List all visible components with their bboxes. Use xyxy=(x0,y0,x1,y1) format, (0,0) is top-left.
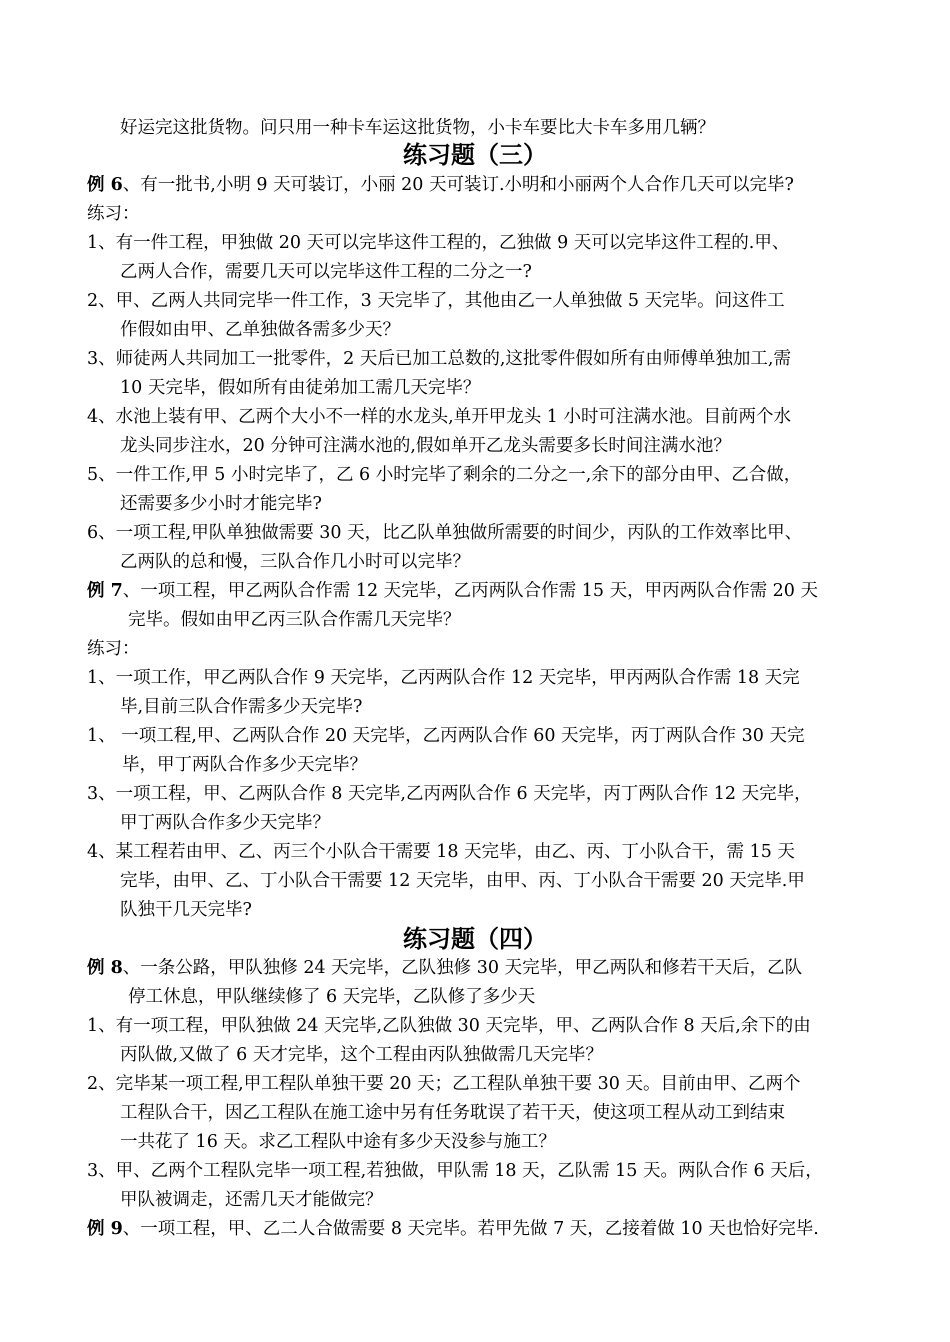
problem-line: 5、一件工作,甲 5 小时完毕了，乙 6 小时完毕了剩余的二分之一,余下的部分由甲、乙合做， xyxy=(87,465,802,485)
problem-line: 1、 一项工程,甲、乙两队合作 20 天完毕，乙丙两队合作 60 天完毕，丙丁两队合作 30 天完 xyxy=(87,726,805,746)
practice-label: 练习： xyxy=(87,204,140,224)
section-heading-3: 练习题（三） xyxy=(403,140,547,169)
example-label: 例 6 xyxy=(87,175,123,195)
problem-line: 完毕，由甲、乙、丁小队合干需要 12 天完毕，由甲、丙、丁小队合干需要 20 天完毕.甲 xyxy=(120,871,805,891)
example-9: 例 9、一项工程，甲、乙二人合做需要 8 天完毕。若甲先做 7 天，乙接着做 10 天也恰好完毕. xyxy=(87,1219,819,1239)
problem-line: 2、甲、乙两人共同完毕一件工作，3 天完毕了，其他由乙一人单独做 5 天完毕。问这件工 xyxy=(87,291,785,311)
problem-line: 甲丁两队合作多少天完毕？ xyxy=(120,813,330,833)
example-6: 例 6、有一批书,小明 9 天可装订，小丽 20 天可装订.小明和小丽两个人合作几天可以完毕? xyxy=(87,175,794,195)
problem-line: 4、水池上装有甲、乙两个大小不一样的水龙头,单开甲龙头 1 小时可注满水池。目前两个水 xyxy=(87,407,791,427)
example-label: 例 8 xyxy=(87,958,123,978)
example-label: 例 9 xyxy=(87,1219,123,1239)
continuation-line: 好运完这批货物。问只用一种卡车运这批货物，小卡车要比大卡车多用几辆？ xyxy=(120,118,715,138)
example-8: 例 8、一条公路，甲队独修 24 天完毕，乙队独修 30 天完毕，甲乙两队和修若干天后，乙队 xyxy=(87,958,803,978)
problem-line: 工程队合干，因乙工程队在施工途中另有任务耽误了若干天，使这项工程从动工到结束 xyxy=(120,1103,785,1123)
problem-line: 6、一项工程,甲队单独做需要 30 天，比乙队单独做所需要的时间少，丙队的工作效率比甲、 xyxy=(87,523,803,543)
problem-line: 3、甲、乙两个工程队完毕一项工程,若独做，甲队需 18 天，乙队需 15 天。两队合作 6 天后， xyxy=(87,1161,823,1181)
problem-line: 3、一项工程，甲、乙两队合作 8 天完毕,乙丙两队合作 6 天完毕，丙丁两队合作 12 天完毕， xyxy=(87,784,812,804)
problem-line: 一共花了 16 天。求乙工程队中途有多少天没参与施工？ xyxy=(120,1132,556,1152)
example-7: 例 7、一项工程，甲乙两队合作需 12 天完毕，乙丙两队合作需 15 天，甲丙两队合作需 20 天 xyxy=(87,581,818,601)
example-7-cont: 完毕。假如由甲乙丙三队合作需几天完毕？ xyxy=(128,610,461,630)
problem-line: 队独干几天完毕? xyxy=(120,900,252,920)
problem-line: 还需要多少小时才能完毕? xyxy=(120,494,322,514)
problem-line: 毕,目前三队合作需多少天完毕? xyxy=(120,697,363,717)
section-heading-4: 练习题（四） xyxy=(403,924,547,953)
problem-line: 3、师徒两人共同加工一批零件，2 天后已加工总数的,这批零件假如所有由师傅单独加工,需 xyxy=(87,349,791,369)
example-label: 例 7 xyxy=(87,581,123,601)
example-8-cont: 停工休息，甲队继续修了 6 天完毕，乙队修了多少天 xyxy=(128,987,536,1007)
practice-label: 练习： xyxy=(87,639,140,659)
problem-line: 甲队被调走，还需几天才能做完？ xyxy=(120,1190,383,1210)
problem-line: 1、有一项工程，甲队独做 24 天完毕,乙队独做 30 天完毕，甲、乙两队合作 8 天后,余下的由 xyxy=(87,1016,811,1036)
problem-line: 1、一项工作，甲乙两队合作 9 天完毕，乙丙两队合作 12 天完毕，甲丙两队合作需 18 天完 xyxy=(87,668,800,688)
problem-line: 乙两队的总和慢，三队合作几小时可以完毕？ xyxy=(120,552,470,572)
problem-line: 2、完毕某一项工程,甲工程队单独干要 20 天；乙工程队单独干要 30 天。目前由甲、乙两个 xyxy=(87,1074,801,1094)
problem-line: 毕，甲丁两队合作多少天完毕？ xyxy=(122,755,367,775)
problem-line: 龙头同步注水，20 分钟可注满水池的,假如单开乙龙头需要多长时间注满水池？ xyxy=(120,436,731,456)
problem-line: 丙队做,又做了 6 天才完毕，这个工程由丙队独做需几天完毕？ xyxy=(120,1045,603,1065)
problem-line: 10 天完毕，假如所有由徒弟加工需几天完毕？ xyxy=(120,378,481,398)
problem-line: 乙两人合作，需要几天可以完毕这件工程的二分之一? xyxy=(120,262,532,282)
problem-line: 1、有一件工程，甲独做 20 天可以完毕这件工程的，乙独做 9 天可以完毕这件工程的.甲、 xyxy=(87,233,790,253)
problem-line: 4、某工程若由甲、乙、丙三个小队合干需要 18 天完毕，由乙、丙、丁小队合干，需 15 天 xyxy=(87,842,795,862)
problem-line: 作假如由甲、乙单独做各需多少天？ xyxy=(120,320,400,340)
